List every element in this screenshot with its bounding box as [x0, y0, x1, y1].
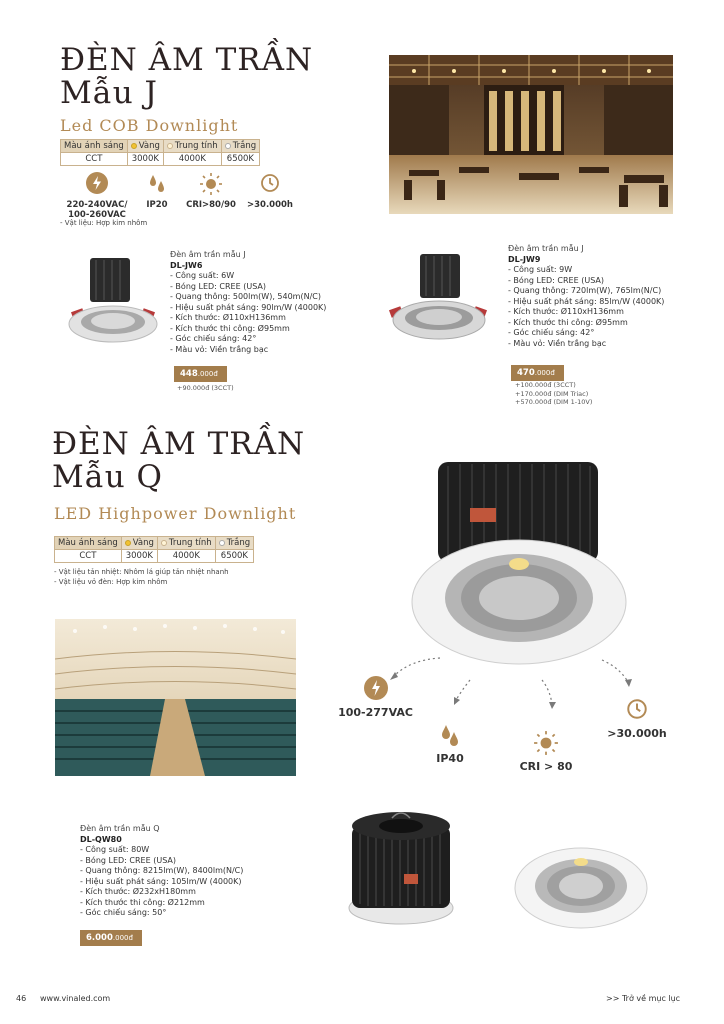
section-j-features: [62, 172, 300, 220]
cct-row-label-color: Màu ánh sáng: [61, 140, 128, 153]
product-dl-jw9-specs: [508, 244, 664, 349]
product-dl-jw6-caption: Đèn âm trần mẫu J: [170, 250, 246, 259]
product-dl-qw80-hero-image: [408, 452, 630, 674]
product-dl-jw6-extras: [177, 384, 234, 393]
spec-line: - Công suất: 80W: [80, 845, 150, 854]
spec-line: - Quang thông: 500lm(W), 540m(N/C): [170, 292, 321, 301]
q-feature-lifetime-label: >30.000h: [607, 727, 667, 740]
cct-value-white: 6500K: [221, 153, 259, 166]
page-number: 46: [16, 994, 27, 1003]
cct-color-neutral: Trung tính: [163, 140, 221, 153]
cct-value-neutral: 4000K: [157, 550, 215, 563]
section-j-title-line1: ĐÈN ÂM TRẦN: [60, 42, 314, 78]
product-dl-jw6-image: [64, 252, 162, 352]
cct-color-white: Trắng: [221, 140, 259, 153]
section-j-subtitle: Led COB Downlight: [60, 116, 239, 135]
spec-line: - Công suất: 6W: [170, 271, 235, 280]
water-drops-icon: [422, 722, 478, 752]
auditorium-photo: [55, 619, 296, 776]
cct-color-warm: Vàng: [127, 140, 163, 153]
product-dl-qw80-price: 6.000.000đ: [80, 930, 142, 946]
spec-line: - Kích thước: Ø110xH136mm: [170, 313, 286, 322]
feature-voltage-label: 220-240VAC/ 100-260VAC: [66, 200, 128, 220]
cct-row-label-color: Màu ánh sáng: [55, 537, 122, 550]
product-dl-jw9-extras: [515, 381, 592, 407]
feature-cri-label: CRI>80/90: [186, 200, 236, 210]
q-feature-voltage: [338, 676, 413, 719]
lightning-icon: [364, 676, 388, 700]
q-feature-cri: [512, 730, 580, 773]
spec-line: - Bóng LED: CREE (USA): [170, 281, 267, 291]
clock-icon: [240, 172, 300, 200]
spec-line: - Kích thước thi công: Ø95mm: [170, 323, 290, 333]
back-to-contents-link[interactable]: >> Trở về mục lục: [606, 994, 681, 1003]
cct-color-white: Trắng: [215, 537, 253, 550]
material-note: - Vật liệu vỏ đèn: Hợp kim nhôm: [54, 578, 168, 586]
cct-color-warm: Vàng: [121, 537, 157, 550]
spec-line: - Kích thước thi công: Ø95mm: [508, 317, 628, 327]
cct-value-warm: 3000K: [127, 153, 163, 166]
cct-value-neutral: 4000K: [163, 153, 221, 166]
white-dot-icon: [219, 540, 225, 546]
warm-dot-icon: [125, 540, 131, 546]
feature-cri: [182, 172, 240, 220]
spec-line: - Màu vỏ: Viền trắng bạc: [170, 344, 269, 354]
cct-color-neutral: Trung tính: [157, 537, 215, 550]
q-feature-cri-label: CRI > 80: [519, 760, 573, 773]
cct-value-warm: 3000K: [121, 550, 157, 563]
section-j-title: [60, 44, 313, 110]
section-q-title: [52, 428, 305, 494]
neutral-dot-icon: [161, 540, 167, 546]
price-extra: +170.000đ (DIM Triac): [515, 389, 589, 398]
spec-line: - Góc chiếu sáng: 42°: [170, 334, 257, 343]
section-j-cct-table: [60, 139, 260, 166]
restaurant-photo: [389, 55, 673, 214]
website-link[interactable]: www.vinaled.com: [40, 994, 111, 1003]
spec-line: - Công suất: 9W: [508, 265, 573, 274]
q-feature-ip: [422, 722, 478, 765]
spec-line: - Kích thước thi công: Ø212mm: [80, 897, 205, 907]
cct-row-label-cct: CCT: [61, 153, 128, 166]
spec-line: - Bóng LED: CREE (USA): [80, 855, 177, 865]
feature-lifetime: [240, 172, 300, 220]
cct-value-white: 6500K: [215, 550, 253, 563]
neutral-dot-icon: [167, 143, 173, 149]
spec-line: - Kích thước: Ø110xH136mm: [508, 307, 624, 316]
product-dl-jw6-specs: [170, 250, 326, 355]
white-dot-icon: [225, 143, 231, 149]
spec-line: - Kích thước: Ø232xH180mm: [80, 887, 196, 896]
spec-line: - Quang thông: 720lm(W), 765lm(N/C): [508, 286, 662, 295]
lightning-icon: [86, 172, 108, 194]
spec-line: - Góc chiếu sáng: 50°: [80, 908, 167, 917]
product-dl-qw80-caption: Đèn âm trần mẫu Q: [80, 824, 160, 833]
price-extra: +570.000đ (DIM 1-10V): [515, 398, 593, 406]
section-q-title-line2: Mẫu Q: [52, 459, 163, 495]
feature-lifetime-label: >30.000h: [247, 200, 293, 210]
feature-voltage: [62, 172, 132, 220]
price-extra: +90.000đ (3CCT): [177, 384, 234, 392]
clock-icon: [602, 697, 672, 727]
cct-row-label-cct: CCT: [55, 550, 122, 563]
spec-line: - Hiệu suất phát sáng: 85lm/W (4000K): [508, 296, 665, 306]
spec-line: - Quang thông: 8215lm(W), 8400lm(N/C): [80, 866, 244, 875]
price-extra: +100.000đ (3CCT): [515, 381, 576, 389]
section-q-notes: [54, 567, 229, 587]
feature-ip: [132, 172, 182, 220]
section-q-cct-table: [54, 536, 254, 563]
section-j-title-line2: Mẫu J: [60, 75, 158, 111]
product-dl-jw9-code: DL-JW9: [508, 254, 541, 264]
product-dl-qw80-back-image: [342, 804, 460, 928]
product-dl-jw9-caption: Đèn âm trần mẫu J: [508, 244, 584, 253]
warm-dot-icon: [131, 143, 137, 149]
section-j-material-note: - Vật liệu: Hợp kim nhôm: [60, 219, 148, 227]
spec-line: - Màu vỏ: Viền trắng bạc: [508, 338, 607, 348]
q-feature-voltage-label: 100-277VAC: [338, 706, 413, 719]
section-q-title-line1: ĐÈN ÂM TRẦN: [52, 426, 306, 462]
product-dl-qw80-specs: [80, 824, 243, 919]
product-dl-jw6-code: DL-JW6: [170, 260, 203, 270]
spec-line: - Bóng LED: CREE (USA): [508, 275, 605, 285]
product-dl-jw6-price: 448.000đ: [174, 366, 227, 382]
q-feature-ip-label: IP40: [436, 752, 464, 765]
product-dl-jw9-image: [386, 248, 491, 352]
water-drops-icon: [132, 172, 182, 200]
spec-line: - Hiệu suất phát sáng: 90lm/W (4000K): [170, 302, 327, 312]
material-note: - Vật liệu tản nhiệt: Nhôm lá giúp tản nhiệt nhanh: [54, 568, 229, 576]
sun-icon: [182, 172, 240, 200]
q-feature-lifetime: [602, 697, 672, 740]
spec-line: - Hiệu suất phát sáng: 105lm/W (4000K): [80, 876, 242, 886]
feature-ip-label: IP20: [146, 200, 168, 210]
sun-icon: [512, 730, 580, 760]
spec-line: - Góc chiếu sáng: 42°: [508, 328, 595, 337]
product-dl-qw80-code: DL-QW80: [80, 834, 122, 844]
product-dl-jw9-price: 470.000đ: [511, 365, 564, 381]
product-dl-qw80-front-image: [512, 842, 650, 930]
section-q-subtitle: LED Highpower Downlight: [54, 504, 297, 523]
